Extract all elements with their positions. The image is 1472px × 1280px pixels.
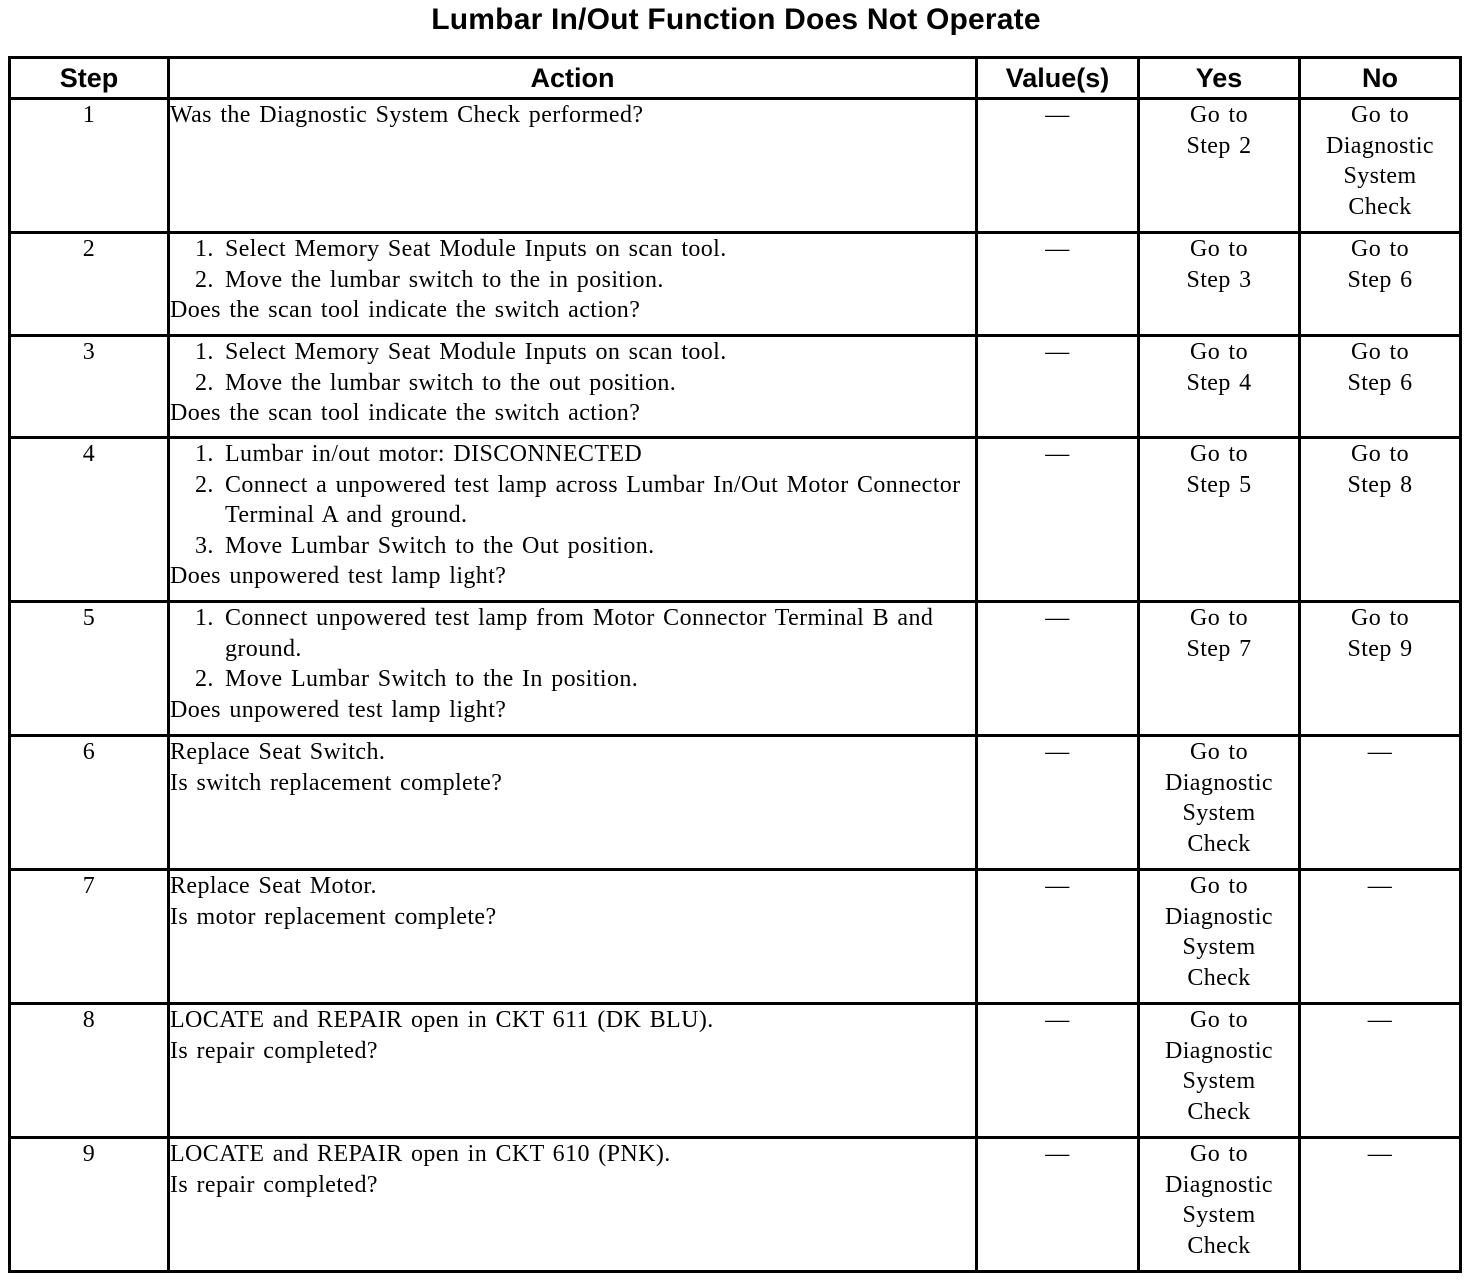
substep-number: 1. (195, 605, 214, 631)
table-row (10, 602, 1461, 736)
yes-line: Step 4 (1186, 369, 1252, 396)
table-row (10, 1004, 1461, 1138)
step-number: 6 (10, 736, 169, 870)
value-cell: — (977, 1138, 1139, 1272)
yes-line: Go to (1190, 236, 1248, 262)
no-line: Diagnostic (1326, 132, 1434, 159)
table-row (10, 99, 1461, 233)
no-cell (1300, 99, 1461, 233)
table-row (10, 870, 1461, 1004)
value-cell: — (977, 602, 1139, 736)
substep-number: 1. (195, 236, 214, 262)
value-cell: — (977, 233, 1139, 336)
action-cell (169, 602, 977, 736)
substep-text: Connect a unpowered test lamp across Lumbar In/Out Motor Connector Terminal A and ground. (225, 471, 961, 528)
substep (195, 439, 975, 470)
yes-line: Go to (1190, 605, 1248, 631)
substep-text: Select Memory Seat Module Inputs on scan tool. (225, 236, 727, 262)
no-cell (1300, 736, 1461, 870)
action-question: Is motor replacement complete? (170, 903, 497, 930)
substep-text: Move Lumbar Switch to the Out position. (225, 532, 655, 559)
yes-line: System (1182, 800, 1256, 826)
action-cell (169, 736, 977, 870)
value-cell: — (977, 336, 1139, 438)
substep-text: Move Lumbar Switch to the In position. (225, 666, 639, 692)
table-row (10, 1138, 1461, 1272)
action-line: LOCATE and REPAIR open in CKT 611 (DK BLU). (170, 1007, 714, 1033)
substep-number: 3. (195, 532, 214, 559)
action-question: Does the scan tool indicate the switch action? (170, 400, 641, 426)
page-title: Lumbar In/Out Function Does Not Operate (431, 3, 1041, 36)
substep (195, 664, 975, 695)
action-question: Does unpowered test lamp light? (170, 563, 507, 589)
action-cell (169, 870, 977, 1004)
table-row (10, 233, 1461, 336)
substep-text: Move the lumbar switch to the out position. (225, 369, 677, 396)
yes-cell (1139, 99, 1300, 233)
yes-line: Check (1187, 1232, 1251, 1259)
table-row (10, 736, 1461, 870)
action-question: Was the Diagnostic System Check performed? (170, 102, 644, 128)
no-line: Check (1348, 193, 1412, 220)
header-no: No (1300, 58, 1461, 99)
step-number: 4 (10, 438, 169, 602)
action-line: Replace Seat Switch. (170, 739, 386, 765)
yes-line: Check (1187, 1098, 1251, 1125)
yes-line: Diagnostic (1165, 769, 1273, 796)
value-cell: — (977, 438, 1139, 602)
no-line: Step 8 (1347, 471, 1413, 498)
substep-list (170, 439, 975, 561)
no-line: Go to (1351, 605, 1409, 631)
yes-line: System (1182, 934, 1256, 960)
action-question: Is switch replacement complete? (170, 769, 503, 796)
action-cell (169, 438, 977, 602)
no-line: — (1367, 873, 1393, 899)
step-number: 8 (10, 1004, 169, 1138)
step-number: 2 (10, 233, 169, 336)
yes-line: Go to (1190, 1007, 1248, 1033)
substep (195, 531, 975, 562)
yes-cell (1139, 438, 1300, 602)
no-line: Step 6 (1347, 369, 1413, 396)
no-line: — (1367, 1007, 1393, 1033)
yes-line: Step 7 (1186, 635, 1252, 662)
yes-cell (1139, 602, 1300, 736)
substep-list (170, 603, 975, 695)
step-number: 3 (10, 336, 169, 438)
yes-cell (1139, 1004, 1300, 1138)
no-line: Go to (1351, 339, 1409, 365)
step-number: 7 (10, 870, 169, 1004)
substep (195, 234, 975, 265)
action-question: Does the scan tool indicate the switch action? (170, 297, 641, 323)
value-cell: — (977, 870, 1139, 1004)
no-line: — (1367, 739, 1393, 765)
no-cell (1300, 1004, 1461, 1138)
yes-line: Step 3 (1186, 266, 1252, 293)
no-line: Step 6 (1347, 266, 1413, 293)
yes-cell (1139, 1138, 1300, 1272)
value-cell: — (977, 736, 1139, 870)
no-line: Go to (1351, 441, 1409, 467)
no-line: System (1343, 163, 1417, 189)
yes-cell (1139, 233, 1300, 336)
action-cell (169, 336, 977, 438)
yes-line: Check (1187, 830, 1251, 857)
substep (195, 603, 975, 664)
substep-list (170, 337, 975, 398)
substep (195, 368, 975, 399)
no-line: Step 9 (1347, 635, 1413, 662)
substep-text: Lumbar in/out motor: DISCONNECTED (225, 441, 643, 467)
no-cell (1300, 1138, 1461, 1272)
substep-number: 2. (195, 369, 214, 396)
substep-number: 1. (195, 339, 214, 365)
substep-number: 2. (195, 666, 214, 692)
yes-line: Step 5 (1186, 471, 1252, 498)
header-step: Step (10, 58, 169, 99)
yes-line: Go to (1190, 1141, 1248, 1167)
yes-cell (1139, 870, 1300, 1004)
substep (195, 337, 975, 368)
no-cell (1300, 336, 1461, 438)
value-cell: — (977, 1004, 1139, 1138)
step-number: 1 (10, 99, 169, 233)
table-row (10, 438, 1461, 602)
header-row (10, 58, 1461, 99)
diagnostic-table (8, 56, 1462, 1273)
substep-number: 2. (195, 471, 214, 498)
yes-line: Check (1187, 964, 1251, 991)
yes-line: Go to (1190, 102, 1248, 128)
no-line: Go to (1351, 102, 1409, 128)
yes-cell (1139, 336, 1300, 438)
substep-number: 2. (195, 266, 214, 293)
action-cell (169, 233, 977, 336)
action-line: LOCATE and REPAIR open in CKT 610 (PNK). (170, 1141, 671, 1167)
header-action: Action (169, 58, 977, 99)
no-cell (1300, 438, 1461, 602)
action-cell (169, 1004, 977, 1138)
substep-number: 1. (195, 441, 214, 467)
value-cell: — (977, 99, 1139, 233)
action-line: Replace Seat Motor. (170, 873, 377, 899)
yes-line: Diagnostic (1165, 903, 1273, 930)
step-number: 9 (10, 1138, 169, 1272)
header-values: Value(s) (977, 58, 1139, 99)
action-question: Is repair completed? (170, 1171, 378, 1198)
action-question: Is repair completed? (170, 1037, 378, 1064)
no-cell (1300, 233, 1461, 336)
substep (195, 470, 975, 531)
yes-cell (1139, 736, 1300, 870)
yes-line: Go to (1190, 441, 1248, 467)
table-row (10, 336, 1461, 438)
header-yes: Yes (1139, 58, 1300, 99)
no-line: — (1367, 1141, 1393, 1167)
yes-line: Go to (1190, 739, 1248, 765)
substep-list (170, 234, 975, 295)
yes-line: Diagnostic (1165, 1037, 1273, 1064)
step-number: 5 (10, 602, 169, 736)
no-line: Go to (1351, 236, 1409, 262)
substep-text: Move the lumbar switch to the in position. (225, 266, 664, 293)
action-cell (169, 99, 977, 233)
yes-line: System (1182, 1202, 1256, 1228)
substep (195, 265, 975, 296)
action-cell (169, 1138, 977, 1272)
no-cell (1300, 870, 1461, 1004)
yes-line: Go to (1190, 873, 1248, 899)
yes-line: System (1182, 1068, 1256, 1094)
substep-text: Select Memory Seat Module Inputs on scan tool. (225, 339, 727, 365)
yes-line: Step 2 (1186, 132, 1252, 159)
substep-text: Connect unpowered test lamp from Motor Connector Terminal B and ground. (225, 605, 934, 662)
yes-line: Go to (1190, 339, 1248, 365)
no-cell (1300, 602, 1461, 736)
yes-line: Diagnostic (1165, 1171, 1273, 1198)
action-question: Does unpowered test lamp light? (170, 696, 507, 723)
